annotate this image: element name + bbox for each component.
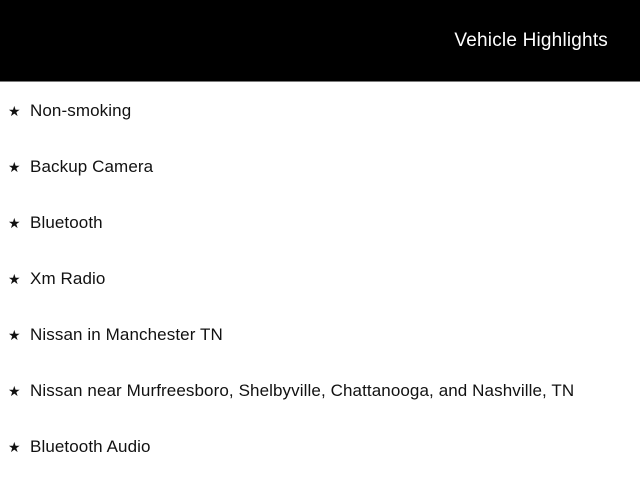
- star-icon: ★: [8, 327, 21, 343]
- star-icon: ★: [8, 439, 21, 455]
- list-item: [0, 307, 640, 363]
- list-item: [0, 251, 640, 307]
- list-item: [0, 83, 640, 139]
- star-icon: ★: [8, 215, 21, 231]
- star-icon: ★: [8, 271, 21, 287]
- list-item: [0, 195, 640, 251]
- star-icon: ★: [8, 383, 21, 399]
- header-bar: [0, 0, 640, 82]
- list-item: [0, 363, 640, 419]
- highlight-label: Bluetooth: [30, 213, 103, 232]
- highlight-label: Nissan in Manchester TN: [30, 325, 223, 344]
- page-title: Vehicle Highlights: [454, 29, 608, 51]
- star-icon: ★: [8, 159, 21, 175]
- star-icon: ★: [8, 103, 21, 119]
- highlight-label: Bluetooth Audio: [30, 437, 151, 456]
- list-item: [0, 419, 640, 475]
- highlight-label: Backup Camera: [30, 157, 154, 176]
- list-item: [0, 139, 640, 195]
- highlight-label: Nissan near Murfreesboro, Shelbyville, Chattanooga, and Nashville, TN: [30, 381, 575, 400]
- highlight-label: Xm Radio: [30, 269, 106, 288]
- highlights-list: [0, 82, 640, 475]
- highlight-label: Non-smoking: [30, 101, 132, 120]
